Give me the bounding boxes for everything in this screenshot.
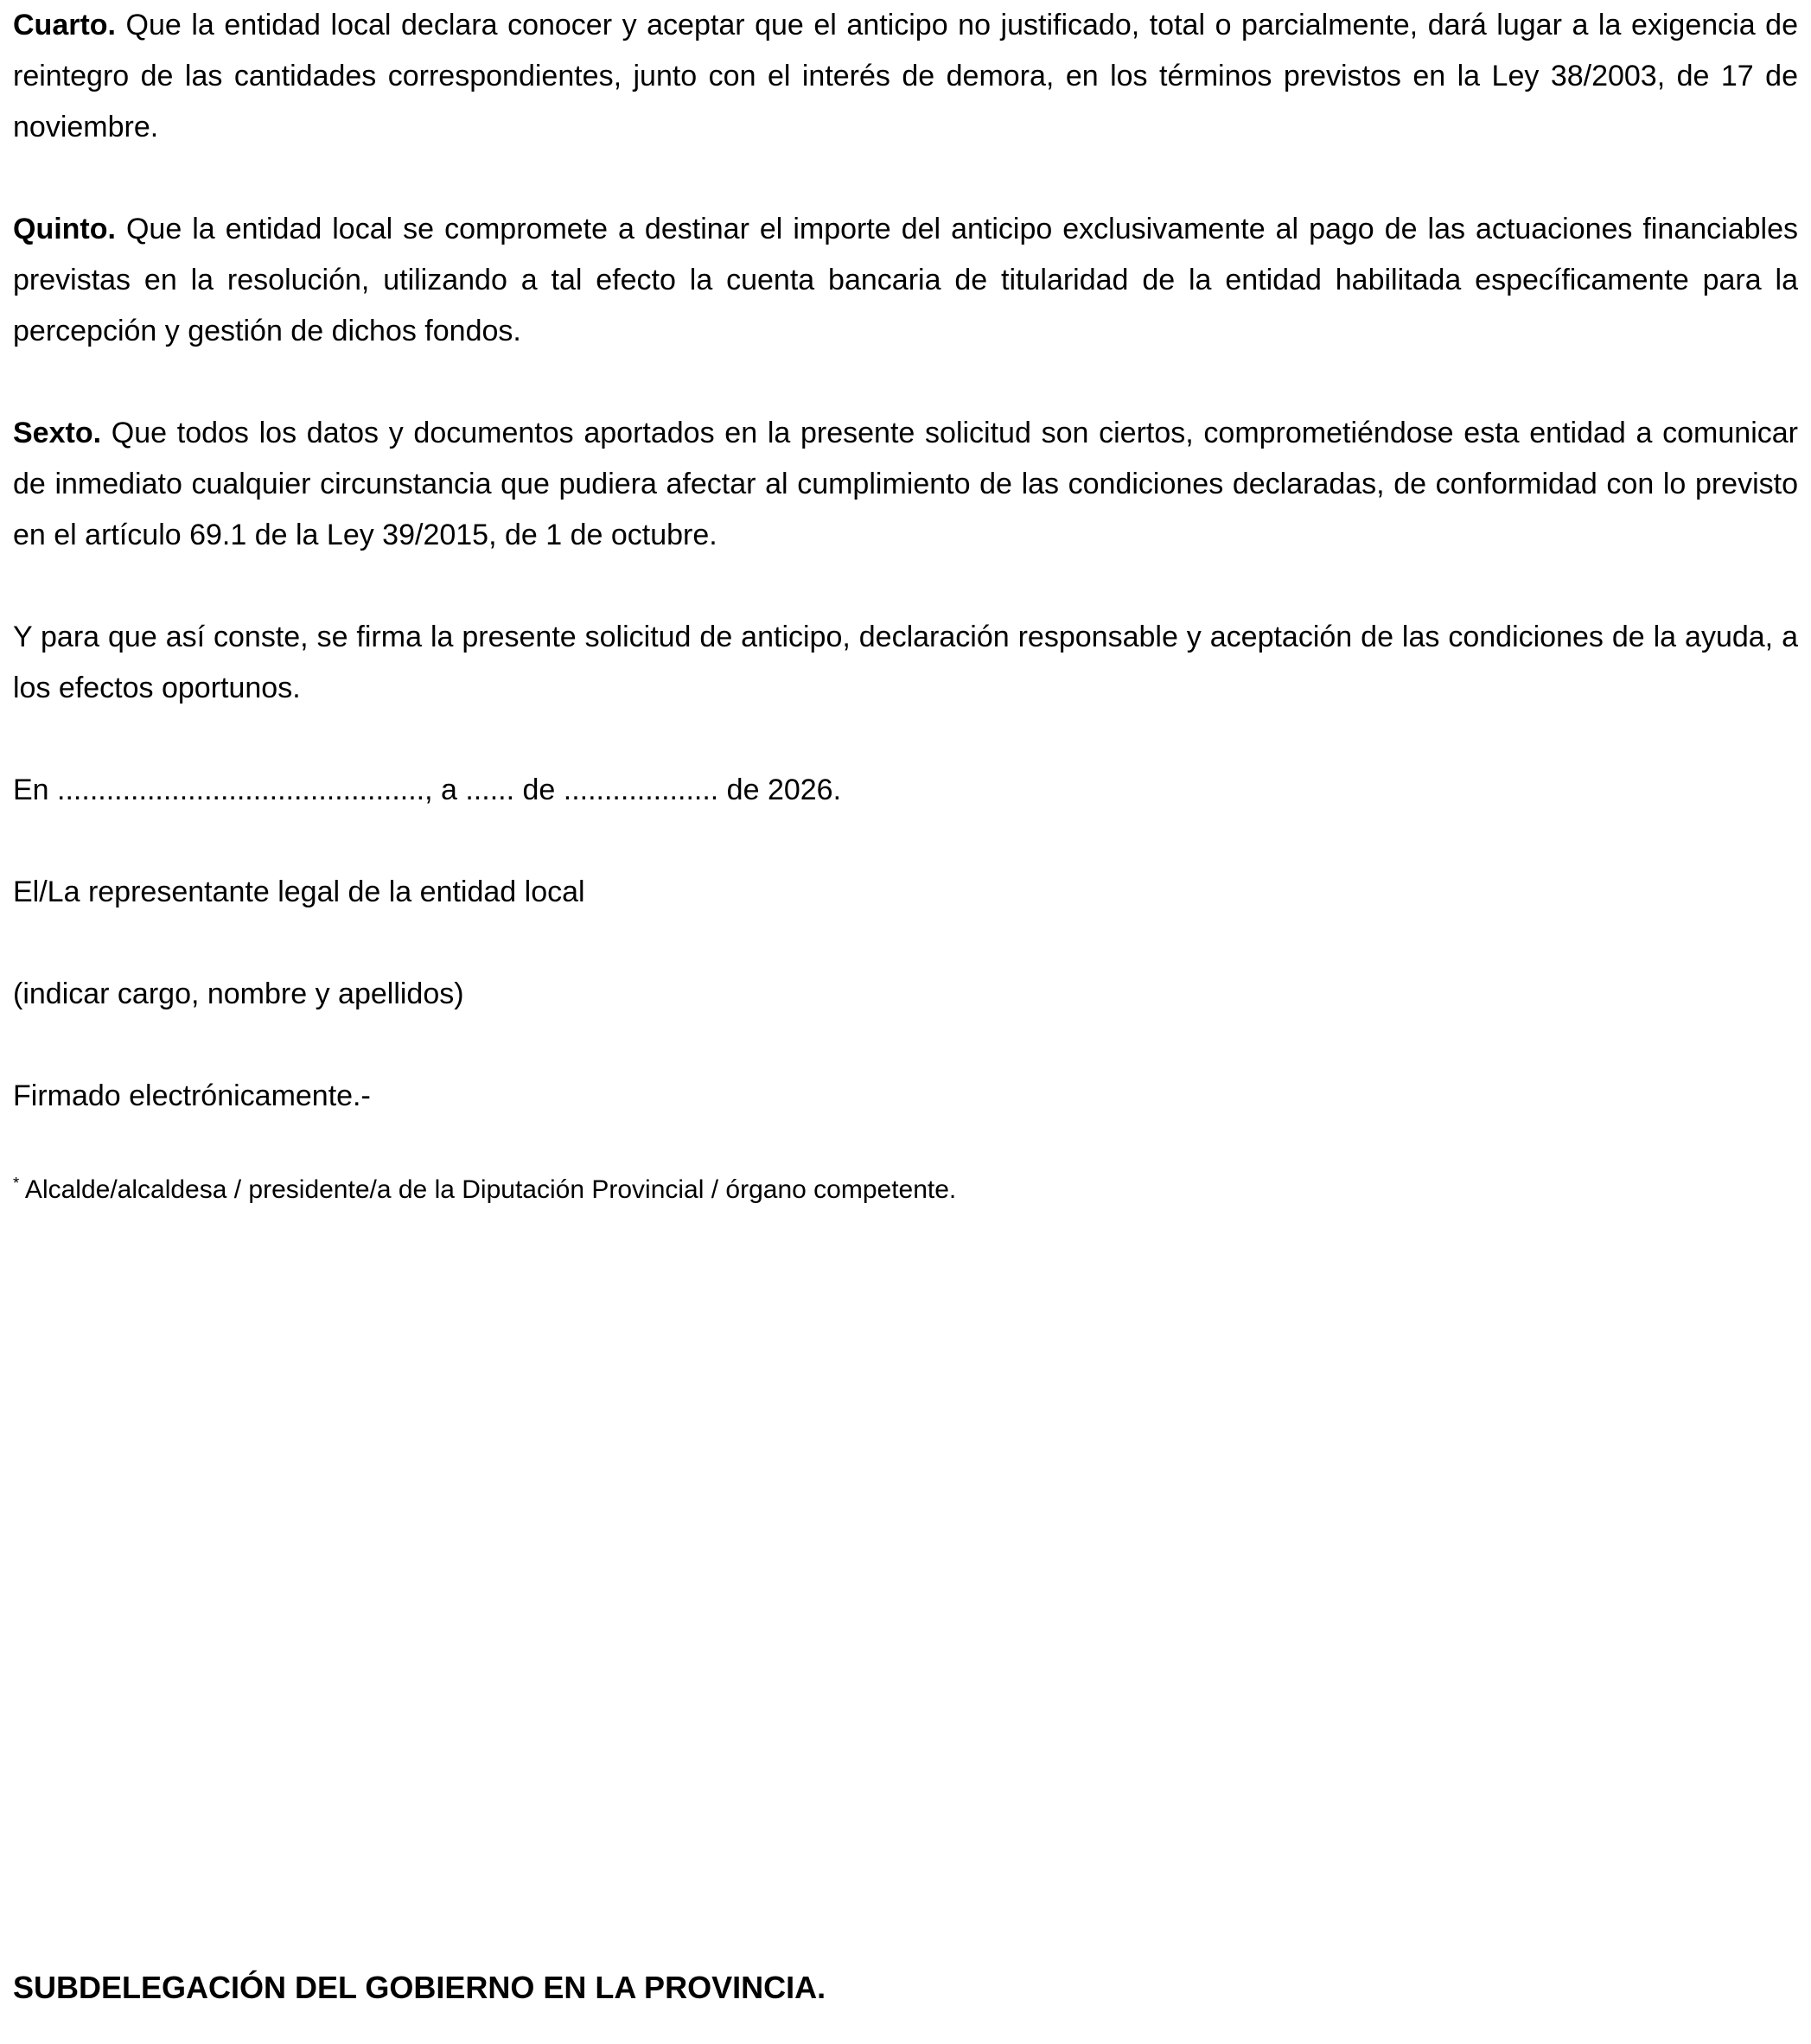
footer-recipient: SUBDELEGACIÓN DEL GOBIERNO EN LA PROVINCIA. <box>13 1970 826 2005</box>
paragraph-quinto-text: Que la entidad local se compromete a destinar el importe del anticipo exclusivamente al pago de las actuaciones financiables previstas en la resolución, utilizando a tal efecto la cuenta bancaria de titularidad de la entidad habilitada específicamente para la percepción y gestión de dichos fondos. <box>13 213 1798 347</box>
paragraph-cuarto-text: Que la entidad local declara conocer y aceptar que el anticipo no justificado, total o parcialmente, dará lugar a la exigencia de reintegro de las cantidades correspondientes, junto con el interés de demora, en los términos previstos en la Ley 38/2003, de 17 de noviembre. <box>13 9 1798 143</box>
footnote-text: Alcalde/alcaldesa / presidente/a de la Diputación Provincial / órgano competente. <box>19 1175 957 1204</box>
closing-paragraph-text: Y para que así conste, se firma la presente solicitud de anticipo, declaración responsable y aceptación de las condiciones de la ayuda, a los efectos oportunos. <box>13 621 1798 704</box>
paragraph-cuarto <box>13 0 1798 153</box>
signature-signed-line: Firmado electrónicamente.- <box>13 1079 371 1112</box>
footnote-marker: * <box>13 1174 20 1192</box>
paragraph-quinto <box>13 204 1798 357</box>
signature-name-hint-line: (indicar cargo, nombre y apellidos) <box>13 977 464 1010</box>
paragraph-quinto-lead: Quinto. <box>13 213 116 245</box>
paragraph-sexto-lead: Sexto. <box>13 417 102 449</box>
paragraph-cuarto-lead: Cuarto. <box>13 9 116 41</box>
date-place-line: En ............................................., a ...... de ................... de 2026. <box>13 774 842 806</box>
closing-paragraph <box>13 612 1798 714</box>
footnote <box>13 1173 1798 1207</box>
paragraph-sexto-text: Que todos los datos y documentos aportados en la presente solicitud son ciertos, comprometiéndose esta entidad a comunicar de inmediato cualquier circunstancia que pudiera afectar al cumplimiento de las condiciones declaradas, de conformidad con lo previsto en el artículo 69.1 de la Ley 39/2015, de 1 de octubre. <box>13 417 1798 551</box>
signature-representative-line: El/La representante legal de la entidad local <box>13 876 585 908</box>
paragraph-sexto <box>13 408 1798 561</box>
